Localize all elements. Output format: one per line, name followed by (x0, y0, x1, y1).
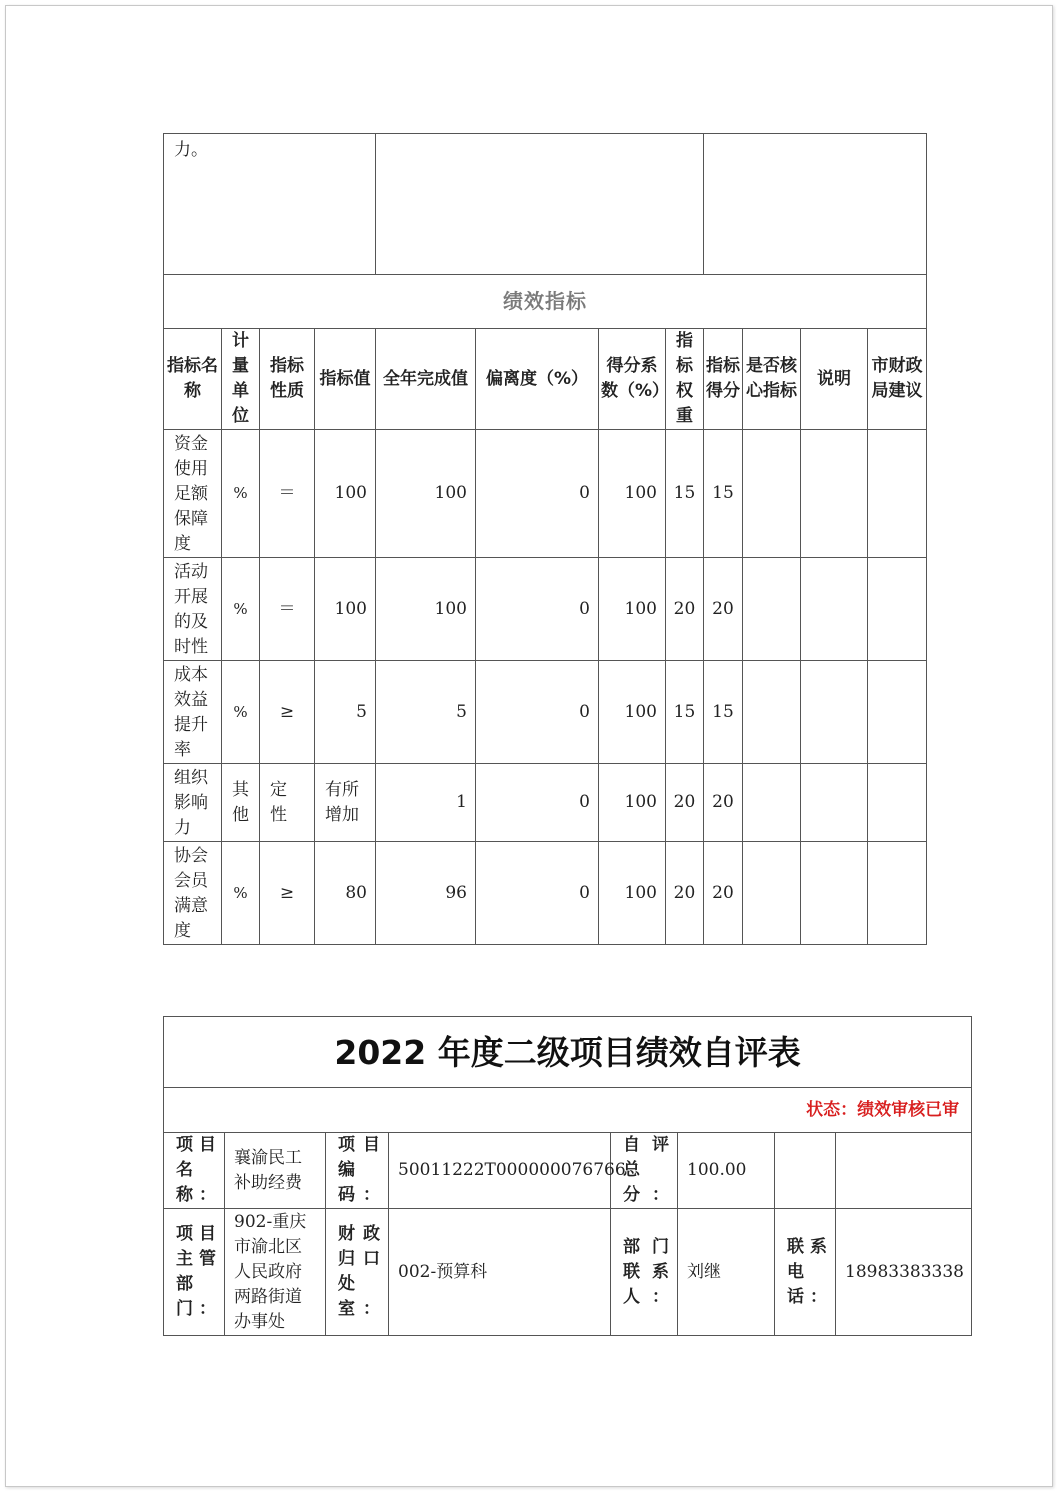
indicator-core (743, 558, 801, 661)
indicator-name: 协会会员满意度 (164, 842, 222, 945)
section-title: 绩效指标 (164, 275, 927, 329)
indicator-core (743, 842, 801, 945)
finance-office-value: 002-预算科 (389, 1209, 611, 1336)
indicator-advice (868, 842, 927, 945)
header-nature: 指标性质 (260, 329, 315, 430)
indicator-actual: 1 (376, 764, 476, 842)
header-target-value: 指标值 (315, 329, 376, 430)
indicator-actual: 5 (376, 661, 476, 764)
contact-person-label: 部门联系人： (611, 1209, 678, 1336)
project-code-label: 项目编码： (326, 1133, 389, 1209)
header-indicator-name: 指标名称 (164, 329, 222, 430)
indicator-coefficient: 100 (599, 661, 666, 764)
indicator-name: 资金使用足额保障度 (164, 430, 222, 558)
indicator-core (743, 430, 801, 558)
empty-cell (775, 1133, 836, 1209)
indicator-deviation: 0 (476, 430, 599, 558)
indicator-note (801, 842, 868, 945)
indicator-deviation: 0 (476, 842, 599, 945)
indicator-score: 20 (704, 842, 743, 945)
header-unit: 计量单位 (222, 329, 260, 430)
indicator-score: 20 (704, 558, 743, 661)
carry-over-empty-cell (704, 134, 927, 275)
indicator-weight: 15 (666, 661, 704, 764)
finance-office-label: 财政归口处室： (326, 1209, 389, 1336)
total-score-label: 自评总分： (611, 1133, 678, 1209)
carry-over-text: 力。 (164, 134, 376, 275)
indicator-unit: % (222, 661, 260, 764)
indicator-advice (868, 558, 927, 661)
indicator-score: 15 (704, 430, 743, 558)
table-row (164, 558, 927, 661)
indicator-actual: 100 (376, 558, 476, 661)
header-weight: 指标权重 (666, 329, 704, 430)
indicator-actual: 96 (376, 842, 476, 945)
header-score: 指标得分 (704, 329, 743, 430)
indicator-deviation: 0 (476, 661, 599, 764)
header-row (164, 329, 927, 430)
table-row (164, 661, 927, 764)
indicator-nature: ＝ (260, 430, 315, 558)
indicator-score: 15 (704, 661, 743, 764)
indicator-unit: 其他 (222, 764, 260, 842)
performance-indicator-table (163, 133, 927, 945)
indicator-weight: 20 (666, 558, 704, 661)
indicator-advice (868, 764, 927, 842)
indicator-target: 100 (315, 558, 376, 661)
carry-over-row (164, 134, 927, 275)
status-badge: 状态：绩效审核已审 (164, 1088, 972, 1133)
indicator-score: 20 (704, 764, 743, 842)
indicator-weight: 20 (666, 842, 704, 945)
indicator-note (801, 430, 868, 558)
indicator-coefficient: 100 (599, 430, 666, 558)
empty-cell (836, 1133, 972, 1209)
indicator-note (801, 764, 868, 842)
indicator-core (743, 661, 801, 764)
table-row (164, 430, 927, 558)
indicator-unit: % (222, 842, 260, 945)
header-actual-value: 全年完成值 (376, 329, 476, 430)
project-name-label: 项目名称： (164, 1133, 225, 1209)
indicator-target: 5 (315, 661, 376, 764)
header-note: 说明 (801, 329, 868, 430)
indicator-note (801, 558, 868, 661)
indicator-coefficient: 100 (599, 842, 666, 945)
header-core-indicator: 是否核心指标 (743, 329, 801, 430)
indicator-deviation: 0 (476, 764, 599, 842)
indicator-advice (868, 430, 927, 558)
indicator-actual: 100 (376, 430, 476, 558)
phone-value: 18983383338 (836, 1209, 972, 1336)
project-code-value: 50011222T000000076766 (389, 1133, 611, 1209)
indicator-note (801, 661, 868, 764)
indicator-name: 成本效益提升率 (164, 661, 222, 764)
project-name-value: 襄渝民工补助经费 (225, 1133, 326, 1209)
header-deviation: 偏离度（%） (476, 329, 599, 430)
department-info-row (164, 1209, 972, 1336)
indicator-nature: ≥ (260, 661, 315, 764)
indicator-target: 80 (315, 842, 376, 945)
indicator-unit: % (222, 430, 260, 558)
indicator-weight: 20 (666, 764, 704, 842)
department-label: 项目主管部门： (164, 1209, 225, 1336)
contact-person-value: 刘继 (678, 1209, 775, 1336)
header-finance-advice: 市财政局建议 (868, 329, 927, 430)
indicator-weight: 15 (666, 430, 704, 558)
indicator-name: 组织影响力 (164, 764, 222, 842)
indicator-core (743, 764, 801, 842)
page-title: 2022 年度二级项目绩效自评表 (164, 1017, 972, 1088)
indicator-name: 活动开展的及时性 (164, 558, 222, 661)
indicator-unit: % (222, 558, 260, 661)
indicator-nature: 定性 (260, 764, 315, 842)
department-value: 902-重庆市渝北区人民政府两路街道办事处 (225, 1209, 326, 1336)
project-info-row (164, 1133, 972, 1209)
indicator-coefficient: 100 (599, 558, 666, 661)
indicator-target: 有所增加 (315, 764, 376, 842)
indicator-advice (868, 661, 927, 764)
table-row (164, 842, 927, 945)
indicator-nature: ＝ (260, 558, 315, 661)
indicator-deviation: 0 (476, 558, 599, 661)
self-evaluation-table (163, 1016, 972, 1336)
indicator-target: 100 (315, 430, 376, 558)
indicator-nature: ≥ (260, 842, 315, 945)
header-score-coefficient: 得分系数（%） (599, 329, 666, 430)
table-row (164, 764, 927, 842)
phone-label: 联系电话： (775, 1209, 836, 1336)
indicator-coefficient: 100 (599, 764, 666, 842)
total-score-value: 100.00 (678, 1133, 775, 1209)
carry-over-empty-cell (376, 134, 704, 275)
